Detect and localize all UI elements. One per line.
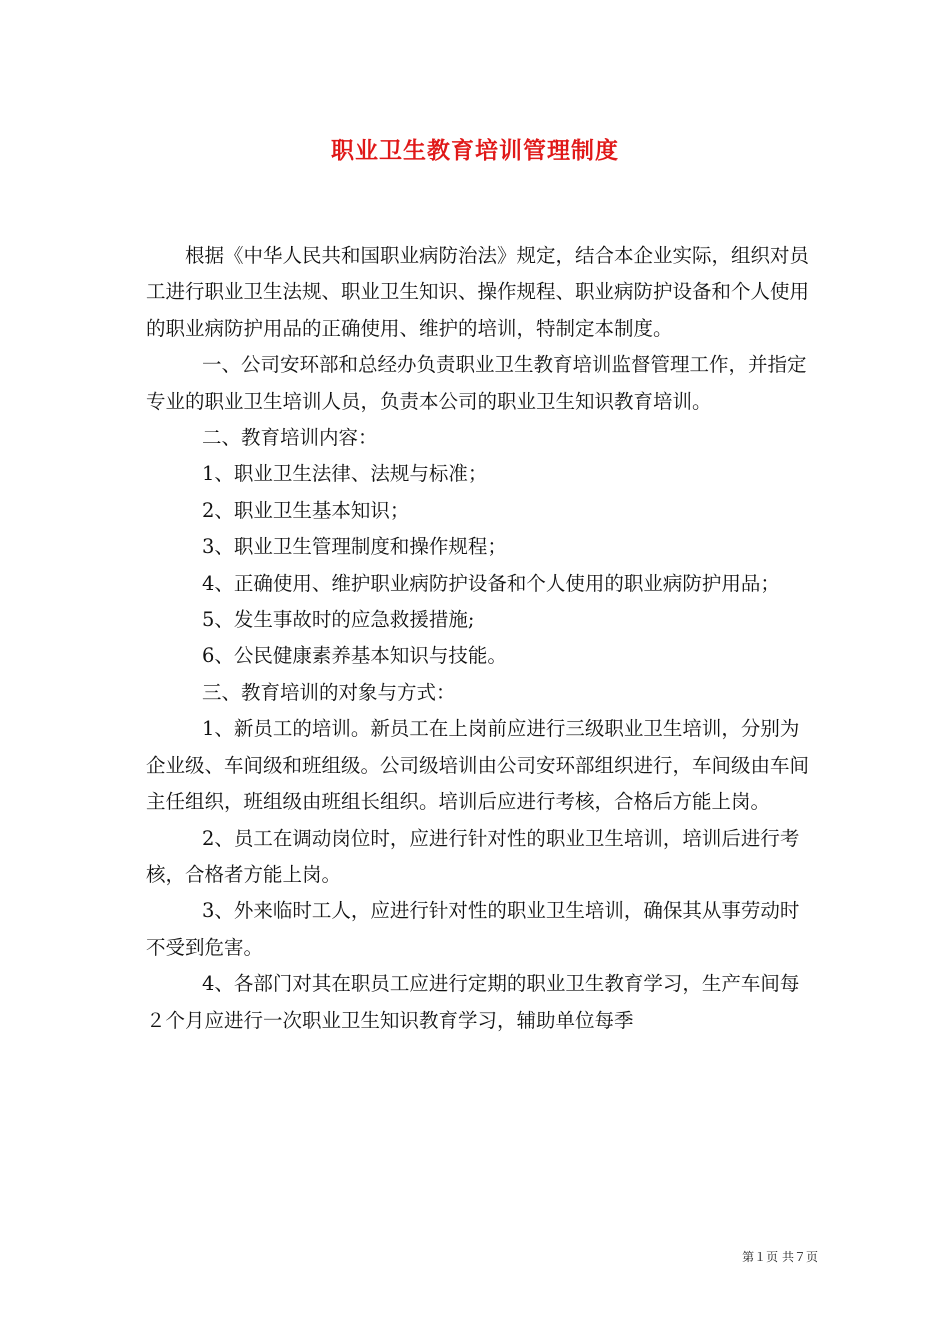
list-item: 3、外来临时工人，应进行针对性的职业卫生培训，确保其从事劳动时不受到危害。 [146, 899, 800, 959]
list-item: 2、员工在调动岗位时，应进行针对性的职业卫生培训，培训后进行考核，合格者方能上岗。 [146, 826, 800, 886]
list-item: 5、发生事故时的应急救援措施; [202, 608, 475, 632]
list-item: 2、职业卫生基本知识； [202, 498, 410, 522]
list-item: 1、职业卫生法律、法规与标准； [202, 462, 488, 486]
document-title: 职业卫生教育培训管理制度 [331, 137, 619, 164]
paragraph-section-3-heading: 三、教育培训的对象与方式： [202, 680, 456, 704]
list-item: 4、各部门对其在职员工应进行定期的职业卫生教育学习，生产车间每２个月应进行一次职业卫生知识教育学习，辅助单位每季 [146, 972, 800, 1032]
list-item: 3、职业卫生管理制度和操作规程； [202, 535, 507, 559]
list-item: 4、正确使用、维护职业病防护设备和个人使用的职业病防护用品； [202, 571, 780, 595]
paragraph-intro: 根据《中华人民共和国职业病防治法》规定，结合本企业实际，组织对员工进行职业卫生法规、职业卫生知识、操作规程、职业病防护设备和个人使用的职业病防护用品的正确使用、维护的培训，特制定本制度。 [146, 244, 810, 340]
list-item: 6、公民健康素养基本知识与技能。 [202, 644, 507, 668]
page-number: 第１页 共７页 [742, 1250, 818, 1264]
list-item: 1、新员工的培训。新员工在上岗前应进行三级职业卫生培训，分别为企业级、车间级和班组级。公司级培训由公司安环部组织进行，车间级由车间主任组织，班组级由班组长组织。培训后应进行考核，合格后方能上岗。 [146, 717, 810, 814]
paragraph-section-1: 一、公司安环部和总经办负责职业卫生教育培训监督管理工作，并指定专业的职业卫生培训人员，负责本公司的职业卫生知识教育培训。 [146, 353, 807, 413]
document-body [146, 238, 818, 1039]
paragraph-section-2-heading: 二、教育培训内容： [202, 426, 378, 450]
